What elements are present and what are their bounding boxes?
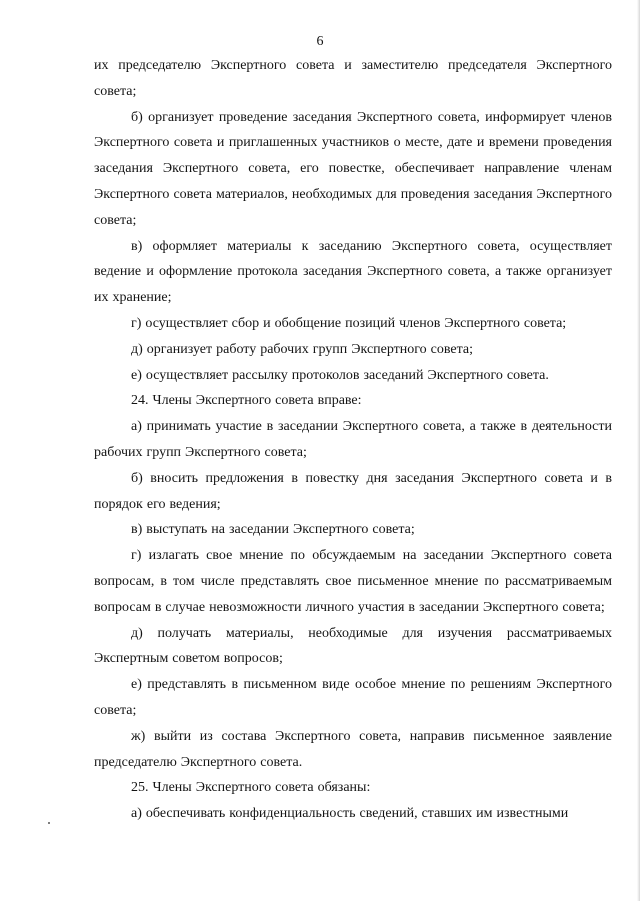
paragraph: д) организует работу рабочих групп Экспертного совета; <box>131 341 474 357</box>
paragraph: ж) выйти из состава Экспертного совета, направив письменное заявление председателю Экспертного совета. <box>94 728 612 770</box>
paragraph: е) осуществляет рассылку протоколов заседаний Экспертного совета. <box>131 367 549 383</box>
paragraph: их председателю Экспертного совета и заместителю председателя Экспертного совета; <box>94 58 612 99</box>
paragraph: е) представлять в письменном виде особое мнение по решениям Экспертного совета; <box>94 677 612 718</box>
paragraph: б) организует проведение заседания Экспертного совета, информирует членов Экспертного совета и приглашенных участников о месте, дате и времени проведения заседания Экспертного совета, его повестке, обеспечивает направление членам Экспертного совета материалов, необходимых для проведения заседания Экспертного совета; <box>94 109 612 228</box>
scan-artifact <box>48 822 50 824</box>
paragraph: г) осуществляет сбор и обобщение позиций членов Экспертного совета; <box>131 315 567 331</box>
document-body <box>94 53 612 827</box>
paragraph: в) оформляет материалы к заседанию Экспертного совета, осуществляет ведение и оформление протокола заседания Экспертного совета, а также организует их хранение; <box>94 238 612 306</box>
page-number: 6 <box>316 34 324 49</box>
paragraph: а) обеспечивать конфиденциальность сведений, ставших им известными <box>131 806 569 822</box>
paragraph: а) принимать участие в заседании Экспертного совета, а также в деятельности рабочих групп Экспертного совета; <box>94 419 612 460</box>
paragraph: б) вносить предложения в повестку дня заседания Экспертного совета и в порядок его ведения; <box>94 470 612 512</box>
section-heading: 24. Члены Экспертного совета вправе: <box>131 393 362 409</box>
paragraph: д) получать материалы, необходимые для изучения рассматриваемых Экспертным советом вопросов; <box>94 625 612 667</box>
paragraph: в) выступать на заседании Экспертного совета; <box>131 522 415 538</box>
section-heading: 25. Члены Экспертного совета обязаны: <box>131 780 371 796</box>
paragraph: г) излагать свое мнение по обсуждаемым на заседании Экспертного совета вопросам, в том числе представлять свое письменное мнение по рассматриваемым вопросам в случае невозможности личного участия в заседании Экспертного совета; <box>94 548 612 615</box>
